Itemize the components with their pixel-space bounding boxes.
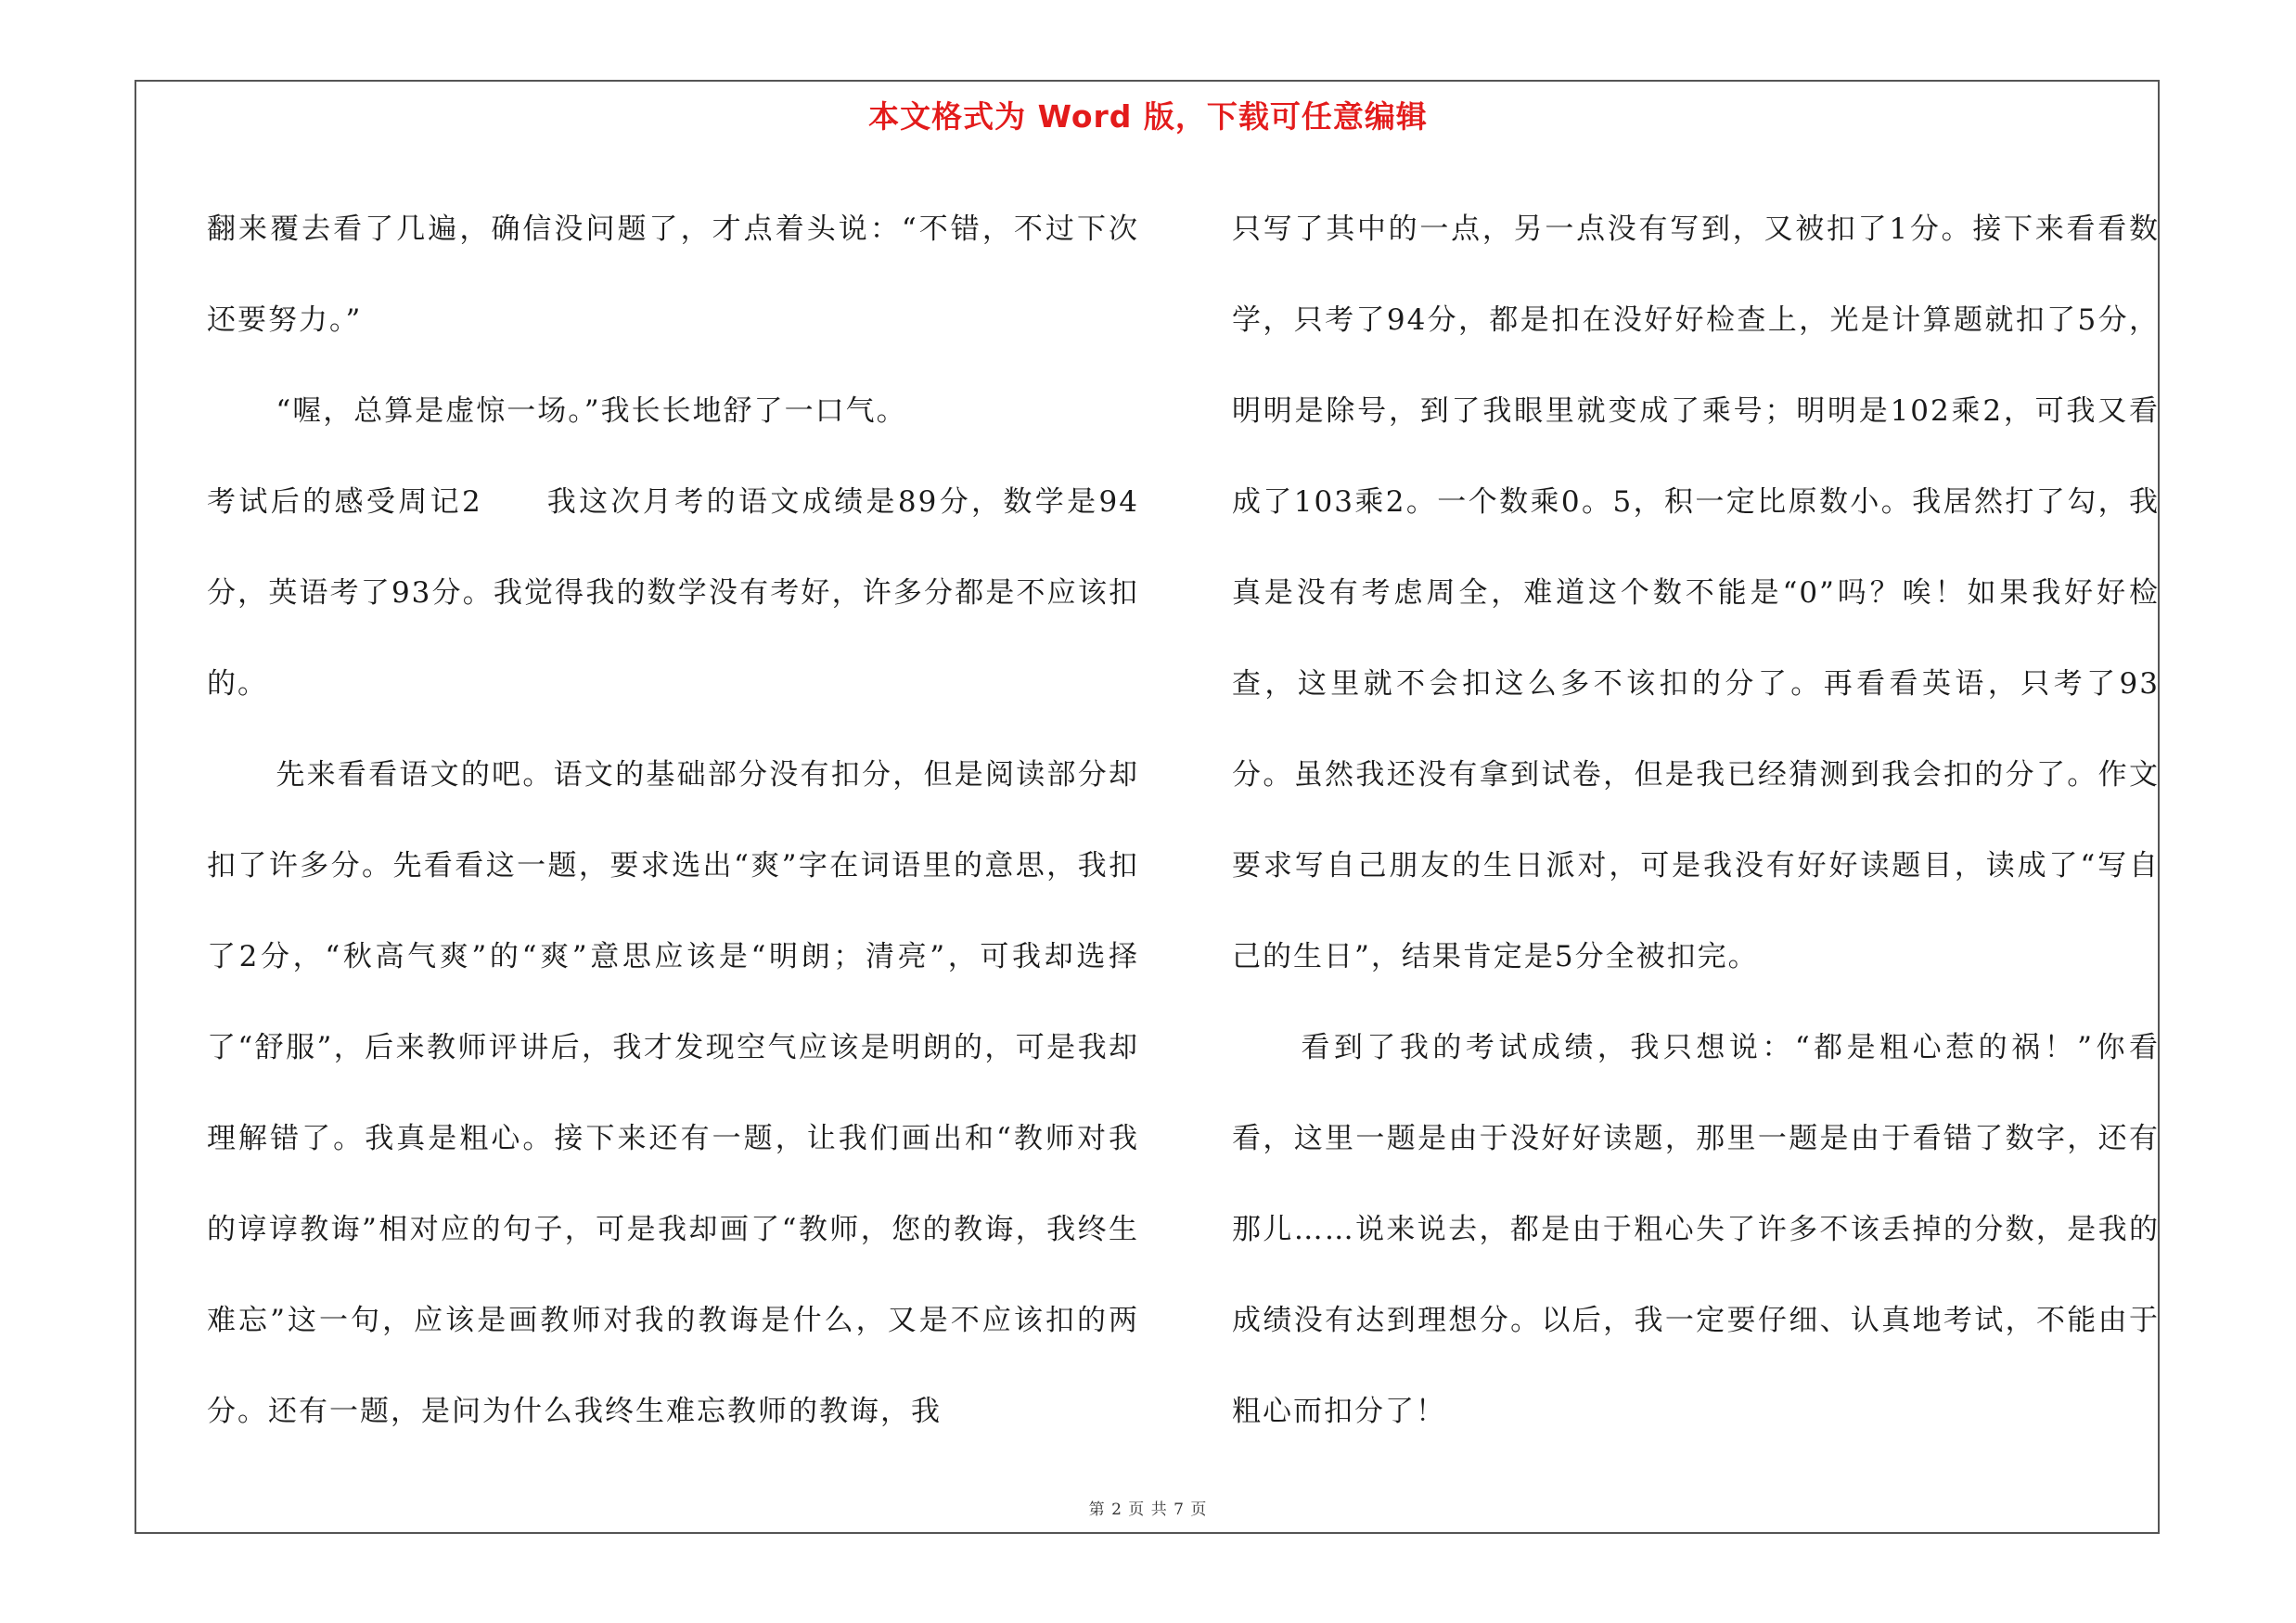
format-banner: 本文格式为 Word 版，下载可任意编辑 [868, 98, 1428, 135]
paragraph: “喔，总算是虚惊一场。”我长长地舒了一口气。 [276, 394, 907, 428]
right-column [1232, 184, 2160, 1457]
paragraph: 先来看看语文的吧。语文的基础部分没有扣分，但是阅读部分却扣了许多分。先看看这一题，要求选出“爽”字在词语里的意思，我扣了2分，“秋高气爽”的“爽”意思应该是“明朗；清亮”，可我却选择了“舒服”，后来教师评讲后，我才发现空气应该是明朗的，可是我却理解错了。我真是粗心。接下来还有一题，让我们画出和“教师对我的谆谆教诲”相对应的句子，可是我却画了“教师，您的教诲，我终生难忘”这一句，应该是画教师对我的教诲是什么，又是不应该扣的两分。还有一题，是问为什么我终生难忘教师的教诲，我 [207, 758, 1139, 1428]
page-number: 第 2 页 共 7 页 [1088, 1501, 1208, 1519]
paragraph: 看到了我的考试成绩，我只想说：“都是粗心惹的祸！”你看看，这里一题是由于没好好读题，那里一题是由于看错了数字，还有那儿……说来说去，都是由于粗心失了许多不该丢掉的分数，是我的成绩没有达到理想分。以后，我一定要仔细、认真地考试，不能由于粗心而扣分了！ [1232, 1031, 2160, 1428]
paragraph: 翻来覆去看了几遍，确信没问题了，才点着头说：“不错，不过下次还要努力。” [207, 213, 1139, 337]
paragraph: 考试后的感受周记2 我这次月考的语文成绩是89分，数学是94分，英语考了93分。我觉得我的数学没有考好，许多分都是不应该扣的。 [207, 485, 1139, 701]
left-column [207, 184, 1139, 1457]
paragraph: 只写了其中的一点，另一点没有写到，又被扣了1分。接下来看看数学，只考了94分，都是扣在没好好检查上，光是计算题就扣了5分，明明是除号，到了我眼里就变成了乘号；明明是102乘2，可我又看成了103乘2。一个数乘0。5，积一定比原数小。我居然打了勾，我真是没有考虑周全，难道这个数不能是“0”吗？唉！如果我好好检查，这里就不会扣这么多不该扣的分了。再看看英语，只考了93分。虽然我还没有拿到试卷，但是我已经猜测到我会扣的分了。作文要求写自己朋友的生日派对，可是我没有好好读题目，读成了“写自己的生日”，结果肯定是5分全被扣完。 [1232, 213, 2160, 973]
